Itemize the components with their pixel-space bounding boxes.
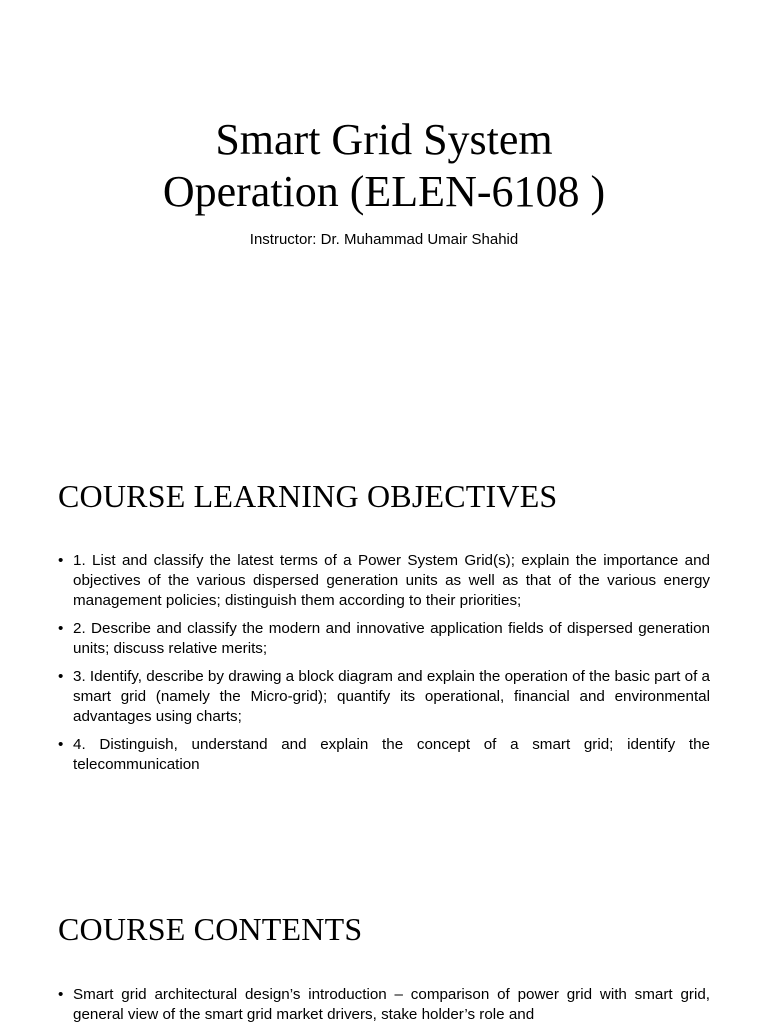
instructor-name: Instructor: Dr. Muhammad Umair Shahid [249,231,519,248]
objective-item: • 2. Describe and classify the modern and innovative application fields of dispersed generation units; discuss relative merits; [58,619,710,659]
course-title-line-1: Smart Grid System [215,115,553,164]
content-item: • Smart grid architectural design’s introduction – comparison of power grid with smart grid, general view of the smart grid market drivers, stake holder’s role and [58,985,710,1024]
contents-heading: COURSE CONTENTS [58,911,363,947]
objective-item: • 4. Distinguish, understand and explain the concept of a smart grid; identify the telecommunication [58,735,710,775]
objective-item: • 1. List and classify the latest terms of a Power System Grid(s); explain the importance and objectives of the various dispersed generation units as well as that of the various energy management policies; distinguish them according to their priorities; [58,551,710,611]
objective-item: • 3. Identify, describe by drawing a block diagram and explain the operation of the basic part of a smart grid (namely the Micro-grid); quantify its operational, financial and environmental advantages using charts; [58,667,710,727]
title-slide [0,0,768,400]
objectives-list [58,551,710,783]
contents-list [58,985,710,1024]
course-title [0,114,768,218]
course-title-line-2: Operation (ELEN-6108 ) [162,167,606,216]
objectives-heading: COURSE LEARNING OBJECTIVES [58,478,558,514]
